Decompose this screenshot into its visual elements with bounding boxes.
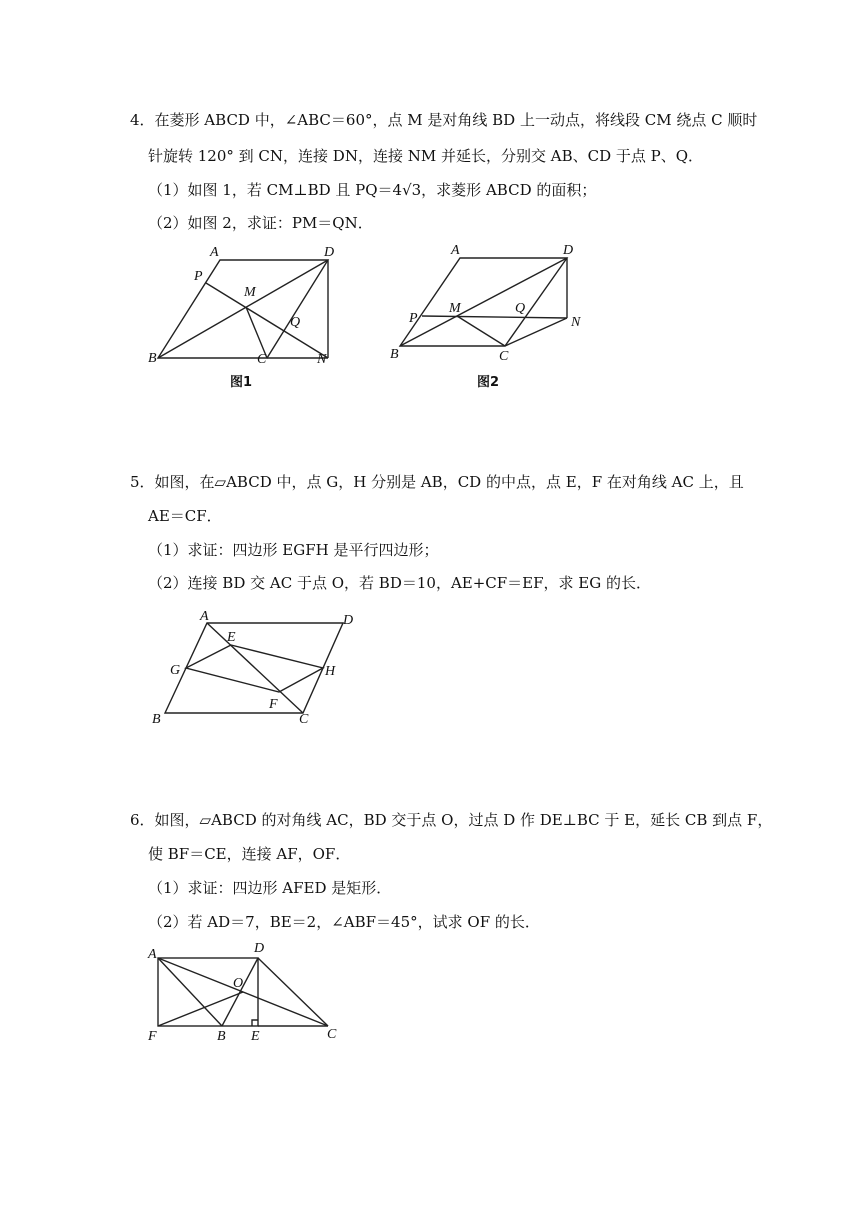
problem-6-part-2: （2）若 AD＝7，BE＝2，∠ABF＝45°，试求 OF 的长． <box>148 913 540 931</box>
label-f: F <box>148 1029 157 1044</box>
figure-2-caption: 图2 <box>477 375 500 390</box>
label-p: P <box>409 311 418 326</box>
label-n: N <box>317 352 327 367</box>
label-c: C <box>499 349 509 364</box>
problem-6-line-1: 6．如图，▱ABCD 的对角线 AC，BD 交于点 O，过点 D 作 DE⊥BC 于 E，延长 CB 到点 F， <box>130 811 773 829</box>
problem-4-line-2: 针旋转 120° 到 CN，连接 DN，连接 NM 并延长，分别交 AB、CD 于点 P、Q． <box>148 147 704 165</box>
label-e: E <box>227 630 236 645</box>
label-d: D <box>324 245 335 260</box>
segment-dc <box>258 958 328 1026</box>
quadrilateral-eghf <box>186 645 323 692</box>
label-e: E <box>251 1029 260 1044</box>
right-angle-mark <box>252 1020 258 1026</box>
label-a: A <box>451 243 460 258</box>
figure-6 <box>140 938 360 1057</box>
label-p: P <box>194 269 203 284</box>
label-d: D <box>563 243 574 258</box>
label-d: D <box>343 613 354 628</box>
label-m: M <box>449 301 461 316</box>
problem-4-part-2: （2）如图 2，求证：PM＝QN． <box>148 214 373 232</box>
label-h: H <box>325 664 336 679</box>
problem-6-part-1: （1）求证：四边形 AFED 是矩形． <box>148 879 392 897</box>
label-g: G <box>170 663 181 678</box>
problem-4-part-1: （1）如图 1，若 CM⊥BD 且 PQ＝4√3，求菱形 ABCD 的面积； <box>148 181 597 199</box>
problem-5-part-1: （1）求证：四边形 EGFH 是平行四边形； <box>148 541 439 559</box>
label-c: C <box>257 352 267 367</box>
problem-4-line-1: 4．在菱形 ABCD 中，∠ABC＝60°，点 M 是对角线 BD 上一动点，将线段 CM 绕点 C 顺时 <box>130 111 758 129</box>
diagonal-ac <box>207 623 303 713</box>
label-n: N <box>571 315 581 330</box>
label-c: C <box>299 712 309 727</box>
problem-5-part-2: （2）连接 BD 交 AC 于点 O，若 BD＝10，AE+CF＝EF，求 EG 的长． <box>148 574 652 592</box>
figure-2 <box>385 238 595 402</box>
segment-ab <box>158 958 222 1026</box>
line-pn <box>422 316 567 318</box>
label-q: Q <box>290 315 301 330</box>
diagonal-bd <box>222 958 258 1026</box>
problem-6-line-2: 使 BF＝CE，连接 AF，OF． <box>148 845 351 863</box>
label-d: D <box>254 941 265 956</box>
label-q: Q <box>515 301 526 316</box>
segment-cm <box>457 316 505 346</box>
figure-5 <box>145 605 375 739</box>
label-b: B <box>390 347 399 362</box>
label-a: A <box>200 609 209 624</box>
figure-1 <box>140 240 350 404</box>
label-b: B <box>217 1029 226 1044</box>
label-f: F <box>269 697 278 712</box>
problem-5-line-2: AE＝CF． <box>148 507 222 525</box>
label-a: A <box>210 245 219 260</box>
label-m: M <box>244 285 256 300</box>
label-c: C <box>327 1027 337 1042</box>
label-a: A <box>148 947 157 962</box>
label-b: B <box>148 351 157 366</box>
diagonal-bd <box>158 260 328 358</box>
label-b: B <box>152 712 161 727</box>
problem-5-line-1: 5．如图，在▱ABCD 中，点 G，H 分别是 AB，CD 的中点，点 E，F 在对角线 AC 上，且 <box>130 473 744 491</box>
label-o: O <box>233 976 244 991</box>
figure-1-caption: 图1 <box>230 375 253 390</box>
